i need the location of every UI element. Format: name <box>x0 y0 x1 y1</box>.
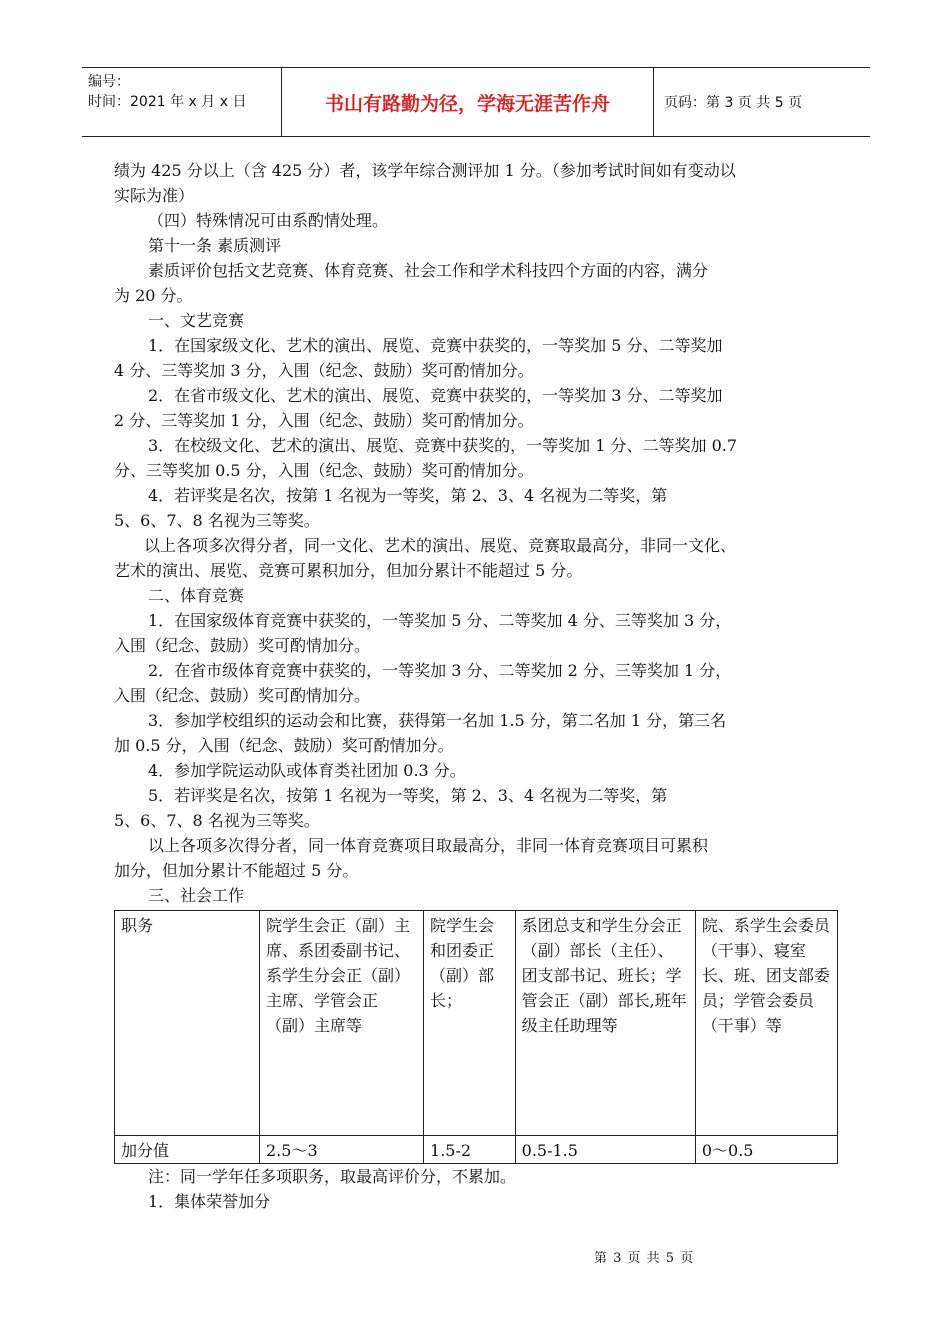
table-cell: 加分值 <box>115 1136 260 1164</box>
section-heading: 三、社会工作 <box>148 886 245 905</box>
text-line: 加分，但加分累计不能超过 5 分。 <box>114 861 359 880</box>
text-line: 为 20 分。 <box>114 286 193 305</box>
doc-number-label: 编号： <box>88 74 130 90</box>
text-line: 5、6、7、8 名视为三等奖。 <box>114 811 320 830</box>
text-line: 1．集体荣誉加分 <box>148 1192 271 1211</box>
text-line: 素质评价包括文艺竞赛、体育竞赛、社会工作和学术科技四个方面的内容，满分 <box>148 261 709 280</box>
text-line: 2．在省市级体育竞赛中获奖的，一等奖加 3 分、二等奖加 2 分、三等奖加 1 分， <box>148 661 732 680</box>
page-footer: 第 3 页 共 5 页 <box>594 1251 695 1266</box>
text-line: 2 分、三等奖加 1 分，入围（纪念、鼓励）奖可酌情加分。 <box>114 411 534 430</box>
section-heading: 一、文艺竞赛 <box>148 311 245 330</box>
text-line: 2．在省市级文化、艺术的演出、展览、竞赛中获奖的，一等奖加 3 分、二等奖加 <box>148 386 723 405</box>
section-heading: 二、体育竞赛 <box>148 586 245 605</box>
text-line: 绩为 425 分以上（含 425 分）者，该学年综合测评加 1 分。（参加考试时间如有变动以 <box>114 161 736 180</box>
text-line: 入围（纪念、鼓励）奖可酌情加分。 <box>114 636 371 655</box>
text-line: 1．在国家级文化、艺术的演出、展览、竞赛中获奖的，一等奖加 5 分、二等奖加 <box>148 336 723 355</box>
table-cell: 院学生会和团委正（副）部长； <box>424 911 516 1136</box>
text-line: 3．在校级文化、艺术的演出、展览、竞赛中获奖的，一等奖加 1 分、二等奖加 0.7 <box>148 436 738 455</box>
header-meta <box>82 68 282 136</box>
document-body <box>114 158 840 1214</box>
text-line: 5、6、7、8 名视为三等奖。 <box>114 511 320 530</box>
social-work-table <box>114 910 838 1164</box>
table-cell: 0.5-1.5 <box>515 1136 695 1164</box>
table-row <box>115 1136 838 1164</box>
text-line: 1．在国家级体育竞赛中获奖的，一等奖加 5 分、二等奖加 4 分、三等奖加 3 分， <box>148 611 732 630</box>
text-line: 3．参加学校组织的运动会和比赛，获得第一名加 1.5 分，第二名加 1 分，第三名 <box>148 711 727 730</box>
text-line: 4．参加学院运动队或体育类社团加 0.3 分。 <box>148 761 466 780</box>
text-line: 入围（纪念、鼓励）奖可酌情加分。 <box>114 686 371 705</box>
text-line: 4 分、三等奖加 3 分，入围（纪念、鼓励）奖可酌情加分。 <box>114 361 534 380</box>
table-cell: 院、系学生会委员（干事）、寝室长、班、团支部委员；学管会委员（干事）等 <box>695 911 837 1136</box>
table-cell: 1.5-2 <box>424 1136 516 1164</box>
table-cell: 职务 <box>115 911 260 1136</box>
table-cell: 0～0.5 <box>695 1136 837 1164</box>
table-row <box>115 911 838 1136</box>
article-heading: 第十一条 素质测评 <box>148 236 282 255</box>
text-line: 分、三等奖加 0.5 分，入围（纪念、鼓励）奖可酌情加分。 <box>114 461 534 480</box>
text-line: （四）特殊情况可由系酌情处理。 <box>148 211 389 230</box>
text-line: 以上各项多次得分者，同一体育竞赛项目取最高分，非同一体育竞赛项目可累积 <box>148 836 709 855</box>
table-cell: 院学生会正（副）主席、系团委副书记、系学生分会正（副）主席、学管会正（副）主席等 <box>260 911 424 1136</box>
text-line: 艺术的演出、展览、竞赛可累积加分，但加分累计不能超过 5 分。 <box>114 561 583 580</box>
header-page-number: 页码：第 3 页 共 5 页 <box>664 95 803 111</box>
text-line: 实际为准） <box>114 186 195 205</box>
doc-time-label: 时间：2021 年 x 月 x 日 <box>88 94 247 110</box>
text-line: 以上各项多次得分者，同一文化、艺术的演出、展览、竞赛取最高分，非同一文化、 <box>144 536 737 555</box>
text-line: 5．若评奖是名次，按第 1 名视为一等奖，第 2、3、4 名视为二等奖，第 <box>148 786 668 805</box>
table-cell: 2.5～3 <box>260 1136 424 1164</box>
table-note: 注：同一学年任多项职务，取最高评价分，不累加。 <box>148 1167 517 1186</box>
page-header <box>82 67 870 137</box>
header-motto: 书山有路勤为径，学海无涯苦作舟 <box>282 68 654 136</box>
table-cell: 系团总支和学生分会正（副）部长（主任）、团支部书记、班长；学管会正（副）部长,班年级主任助理等 <box>515 911 695 1136</box>
text-line: 加 0.5 分，入围（纪念、鼓励）奖可酌情加分。 <box>114 736 454 755</box>
text-line: 4．若评奖是名次，按第 1 名视为一等奖，第 2、3、4 名视为二等奖，第 <box>148 486 668 505</box>
